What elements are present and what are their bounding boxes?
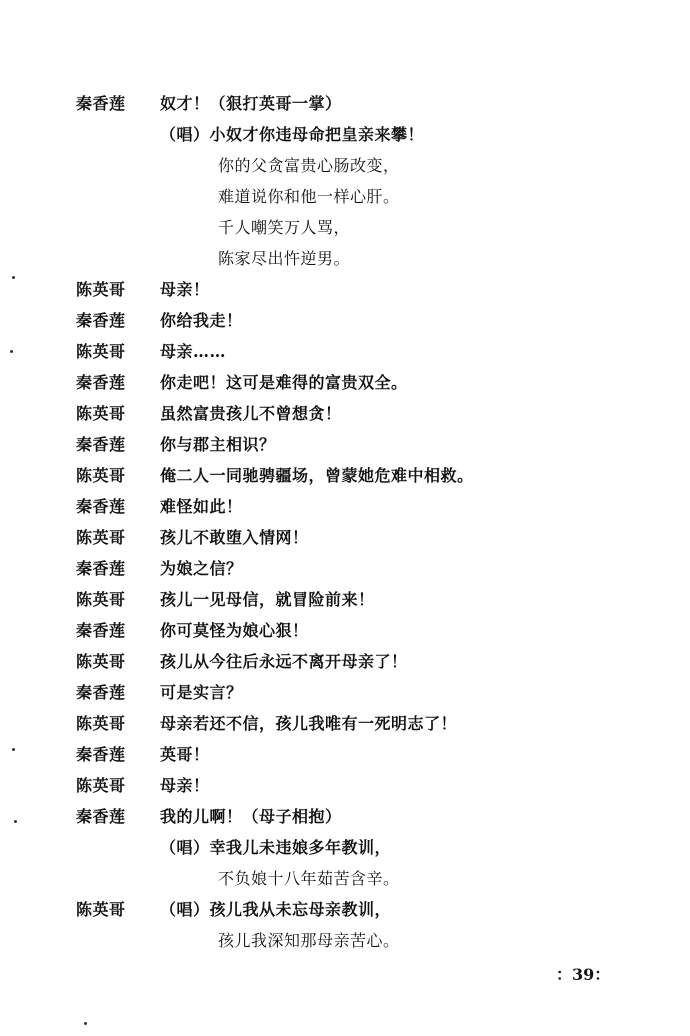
dialogue-line (76, 739, 636, 770)
speaker-name: 秦香莲 (76, 435, 126, 454)
speaker-name: 陈英哥 (76, 590, 126, 609)
dialogue-text: （唱）幸我儿未违娘多年教训， (160, 838, 392, 857)
dialogue-text: 你的父贪富贵心肠改变， (218, 156, 400, 175)
dialogue-text: （唱）孩儿我从未忘母亲教训， (160, 900, 392, 919)
dialogue-line (76, 243, 636, 274)
dialogue-line (76, 491, 636, 522)
dialogue-line (76, 274, 636, 305)
dialogue-line (76, 305, 636, 336)
script-dialogue (76, 88, 636, 956)
dialogue-line (76, 522, 636, 553)
speaker-name: 陈英哥 (76, 714, 126, 733)
speaker-name: 秦香莲 (76, 94, 126, 113)
dialogue-line (76, 863, 636, 894)
dialogue-line (76, 832, 636, 863)
dialogue-line (76, 119, 636, 150)
dialogue-line (76, 150, 636, 181)
dialogue-text: 孩儿不敢堕入情网！ (160, 528, 309, 547)
dialogue-text: 虽然富贵孩儿不曾想贪！ (160, 404, 342, 423)
dialogue-text: 千人嘲笑万人骂， (218, 218, 351, 237)
speaker-name: 秦香莲 (76, 683, 126, 702)
dialogue-line (76, 553, 636, 584)
dialogue-text: 你给我走！ (160, 311, 243, 330)
dialogue-text: 孩儿一见母信，就冒险前来！ (160, 590, 375, 609)
dialogue-line (76, 367, 636, 398)
dialogue-line (76, 615, 636, 646)
dialogue-line (76, 460, 636, 491)
scan-speck (12, 276, 15, 279)
dialogue-text: 不负娘十八年茹苦含辛。 (218, 869, 400, 888)
dialogue-text: 我的儿啊！（母子相抱） (160, 807, 342, 826)
speaker-name: 陈英哥 (76, 900, 126, 919)
speaker-name: 陈英哥 (76, 280, 126, 299)
dialogue-line (76, 677, 636, 708)
dialogue-line (76, 925, 636, 956)
speaker-name: 秦香莲 (76, 497, 126, 516)
dialogue-line (76, 646, 636, 677)
dialogue-line (76, 770, 636, 801)
dialogue-text: 你与郡主相识？ (160, 435, 276, 454)
speaker-name: 秦香莲 (76, 807, 126, 826)
dialogue-text: 英哥！ (160, 745, 210, 764)
dialogue-text: 俺二人一同驰骋疆场，曾蒙她危难中相救。 (160, 466, 474, 485)
dialogue-line (76, 212, 636, 243)
dialogue-line (76, 398, 636, 429)
speaker-name: 陈英哥 (76, 404, 126, 423)
dialogue-text: 孩儿我深知那母亲苦心。 (218, 931, 400, 950)
dialogue-text: 母亲！ (160, 776, 210, 795)
speaker-name: 陈英哥 (76, 652, 126, 671)
dialogue-text: 母亲…… (160, 342, 227, 361)
dialogue-text: 你可莫怪为娘心狠！ (160, 621, 309, 640)
dialogue-text: （唱）小奴才你违母命把皇亲来攀！ (160, 125, 425, 144)
dialogue-line (76, 88, 636, 119)
dialogue-line (76, 429, 636, 460)
speaker-name: 陈英哥 (76, 342, 126, 361)
speaker-name: 秦香莲 (76, 311, 126, 330)
dialogue-line (76, 584, 636, 615)
dialogue-text: 难怪如此！ (160, 497, 243, 516)
dialogue-text: 难道说你和他一样心肝。 (218, 187, 400, 206)
scan-speck (12, 748, 15, 751)
dialogue-text: 你走吧！这可是难得的富贵双全。 (160, 373, 408, 392)
dialogue-line (76, 336, 636, 367)
scan-speck (14, 820, 17, 823)
dialogue-text: 孩儿从今往后永远不离开母亲了！ (160, 652, 408, 671)
speaker-name: 陈英哥 (76, 528, 126, 547)
scan-speck (10, 350, 13, 353)
speaker-name: 秦香莲 (76, 621, 126, 640)
speaker-name: 秦香莲 (76, 373, 126, 392)
speaker-name: 陈英哥 (76, 466, 126, 485)
dialogue-text: 奴才！（狠打英哥一掌） (160, 94, 342, 113)
dialogue-line (76, 708, 636, 739)
dialogue-line (76, 894, 636, 925)
dialogue-line (76, 801, 636, 832)
dialogue-line (76, 181, 636, 212)
scan-speck (84, 1022, 87, 1025)
dialogue-text: 为娘之信？ (160, 559, 243, 578)
dialogue-text: 母亲若还不信，孩儿我唯有一死明志了！ (160, 714, 458, 733)
speaker-name: 陈英哥 (76, 776, 126, 795)
speaker-name: 秦香莲 (76, 745, 126, 764)
page-number: ：39： (556, 965, 611, 984)
dialogue-text: 陈家尽出忤逆男。 (218, 249, 351, 268)
dialogue-text: 可是实言？ (160, 683, 243, 702)
dialogue-text: 母亲！ (160, 280, 210, 299)
speaker-name: 秦香莲 (76, 559, 126, 578)
